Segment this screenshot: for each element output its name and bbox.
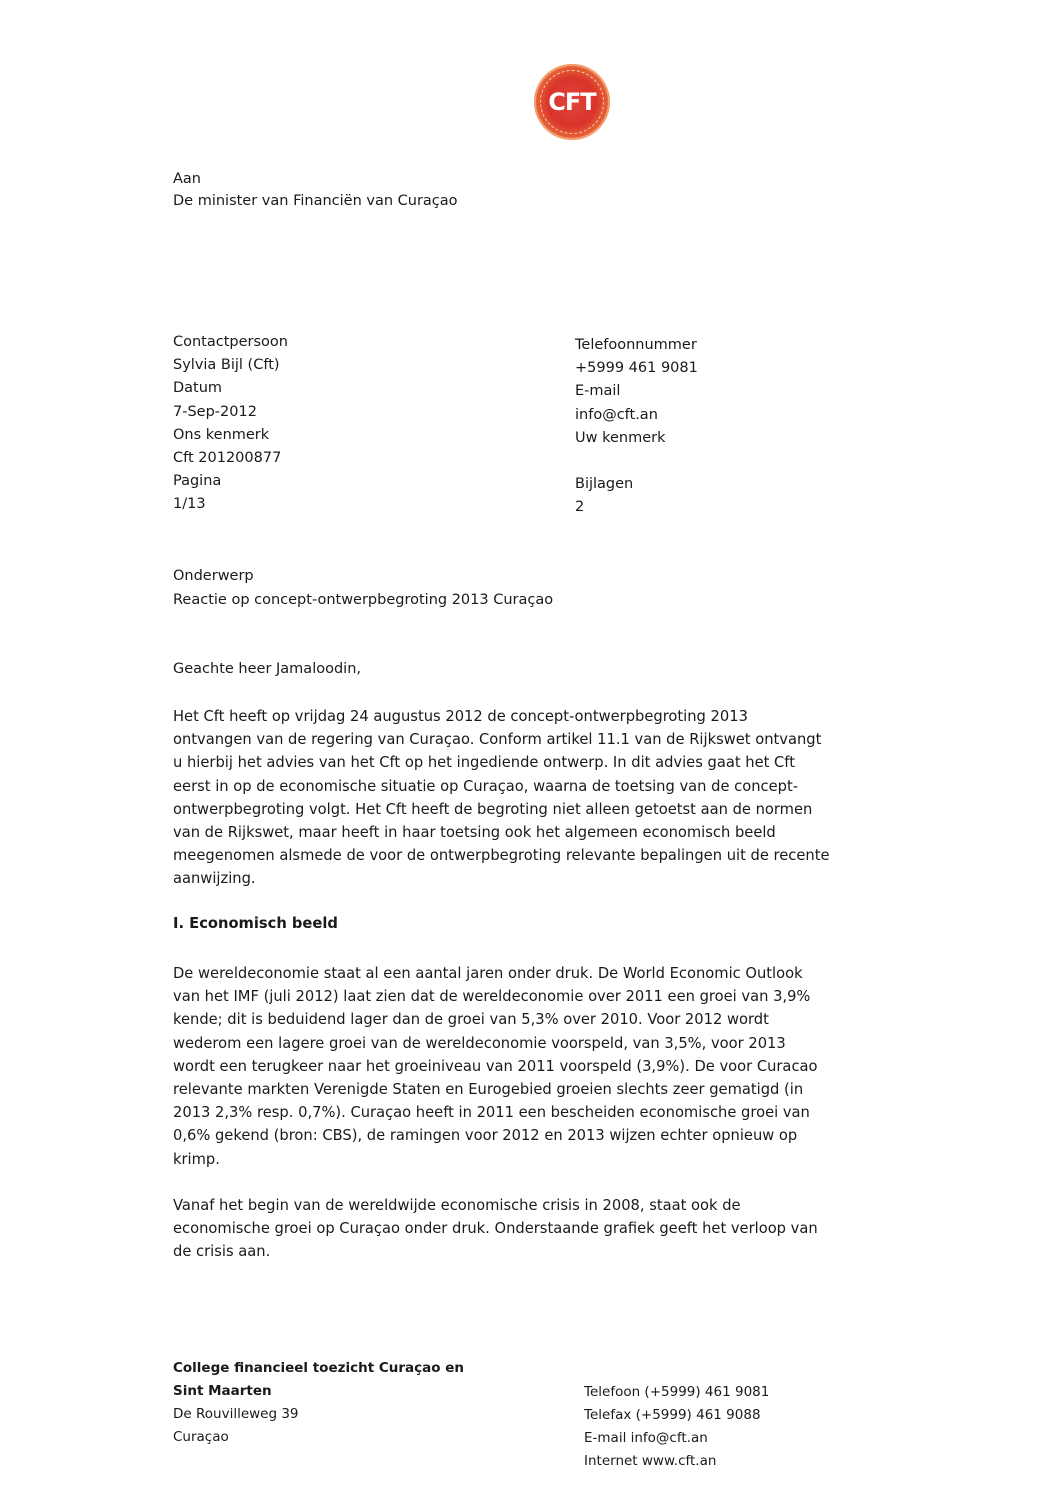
paragraph-line: 0,6% gekend (bron: CBS), de ramingen voor 2012 en 2013 wijzen echter opnieuw op (173, 1127, 798, 1145)
date-label: Datum (173, 380, 223, 397)
paragraph-line: wederom een lagere groei van de wereldeconomie voorspeld, van 3,5%, voor 2013 (173, 1034, 786, 1052)
paragraph-line: De wereldeconomie staat al een aantal jaren onder druk. De World Economic Outlook (173, 965, 803, 982)
section-paragraph-1 (173, 962, 873, 1171)
page-label: Pagina (173, 473, 222, 490)
paragraph-line: 2013 2,3% resp. 0,7%). Curaçao heeft in 2011 een bescheiden economische groei van (173, 1104, 810, 1122)
recipient-label: Aan (173, 171, 201, 187)
footer-internet: Internet www.cft.an (584, 1453, 717, 1469)
salutation: Geachte heer Jamaloodin, (173, 661, 361, 677)
footer-fax: Telefax (+5999) 461 9088 (584, 1407, 761, 1423)
section-heading: I. Economisch beeld (173, 915, 338, 932)
paragraph-line: economische groei op Curaçao onder druk. Onderstaande grafiek geeft het verloop van (173, 1220, 818, 1238)
meta-left (173, 331, 288, 517)
reference-value: Cft 201200877 (173, 449, 282, 466)
footer-address (173, 1357, 464, 1449)
intro-line: van de Rijkswet, maar heeft in haar toetsing ook het algemeen economisch beeld (173, 824, 776, 842)
phone-value: +5999 461 9081 (575, 360, 698, 377)
footer-contact (584, 1381, 769, 1473)
email-value: info@cft.an (575, 406, 658, 423)
logo-text: CFT (548, 88, 596, 116)
attachments-value: 2 (575, 499, 585, 516)
paragraph-line: kende; dit is beduidend lager dan de groei van 5,3% over 2010. Voor 2012 wordt (173, 1011, 769, 1029)
recipient-name: De minister van Financiën van Curaçao (173, 193, 458, 209)
phone-label: Telefoonnummer (575, 337, 697, 353)
footer-email: E-mail info@cft.an (584, 1430, 708, 1446)
reference-label: Ons kenmerk (173, 426, 270, 443)
subject-label: Onderwerp (173, 568, 254, 584)
intro-line: ontvangen van de regering van Curaçao. Conform artikel 11.1 van de Rijkswet ontvangt (173, 731, 822, 749)
meta-right (575, 334, 698, 520)
paragraph-line: wordt een terugkeer naar het groeiniveau van 2011 voorspeld (3,9%). De voor Curacao (173, 1057, 818, 1075)
section-paragraph-2 (173, 1194, 873, 1264)
footer-city: Curaçao (173, 1429, 229, 1445)
intro-line: ontwerpbegroting volgt. Het Cft heeft de begroting niet alleen getoetst aan de normen (173, 800, 813, 818)
your-reference-value (575, 450, 698, 473)
intro-paragraph (173, 705, 873, 891)
attachments-label: Bijlagen (575, 476, 634, 493)
contact-label: Contactpersoon (173, 334, 288, 350)
paragraph-line: Vanaf het begin van de wereldwijde economische crisis in 2008, staat ook de (173, 1197, 741, 1214)
paragraph-line: relevante markten Verenigde Staten en Eurogebied groeien slechts zeer gematigd (in (173, 1081, 804, 1099)
intro-line: Het Cft heeft op vrijdag 24 augustus 2012 de concept-ontwerpbegroting 2013 (173, 708, 748, 725)
page-value: 1/13 (173, 496, 206, 513)
subject-value: Reactie op concept-ontwerpbegroting 2013 Curaçao (173, 592, 554, 608)
footer-org-line2: Sint Maarten (173, 1383, 272, 1399)
your-reference-label: Uw kenmerk (575, 429, 666, 446)
email-label: E-mail (575, 383, 621, 400)
paragraph-line: de crisis aan. (173, 1243, 271, 1261)
intro-line: aanwijzing. (173, 870, 256, 888)
footer-org-line1: College financieel toezicht Curaçao en (173, 1360, 464, 1376)
intro-line: u hierbij het advies van het Cft op het ingediende ontwerp. In dit advies gaat het Cft (173, 754, 795, 772)
paragraph-line: krimp. (173, 1150, 220, 1168)
contact-value: Sylvia Bijl (Cft) (173, 357, 280, 374)
footer-street: De Rouvilleweg 39 (173, 1406, 299, 1422)
paragraph-line: van het IMF (juli 2012) laat zien dat de wereldeconomie over 2011 een groei van 3,9% (173, 988, 811, 1006)
date-value: 7-Sep-2012 (173, 403, 257, 420)
footer-phone: Telefoon (+5999) 461 9081 (584, 1384, 770, 1400)
intro-line: eerst in op de economische situatie op Curaçao, waarna de toetsing van de concept- (173, 777, 799, 795)
cft-logo (534, 64, 610, 140)
intro-line: meegenomen alsmede de voor de ontwerpbegroting relevante bepalingen uit de recente (173, 847, 830, 865)
